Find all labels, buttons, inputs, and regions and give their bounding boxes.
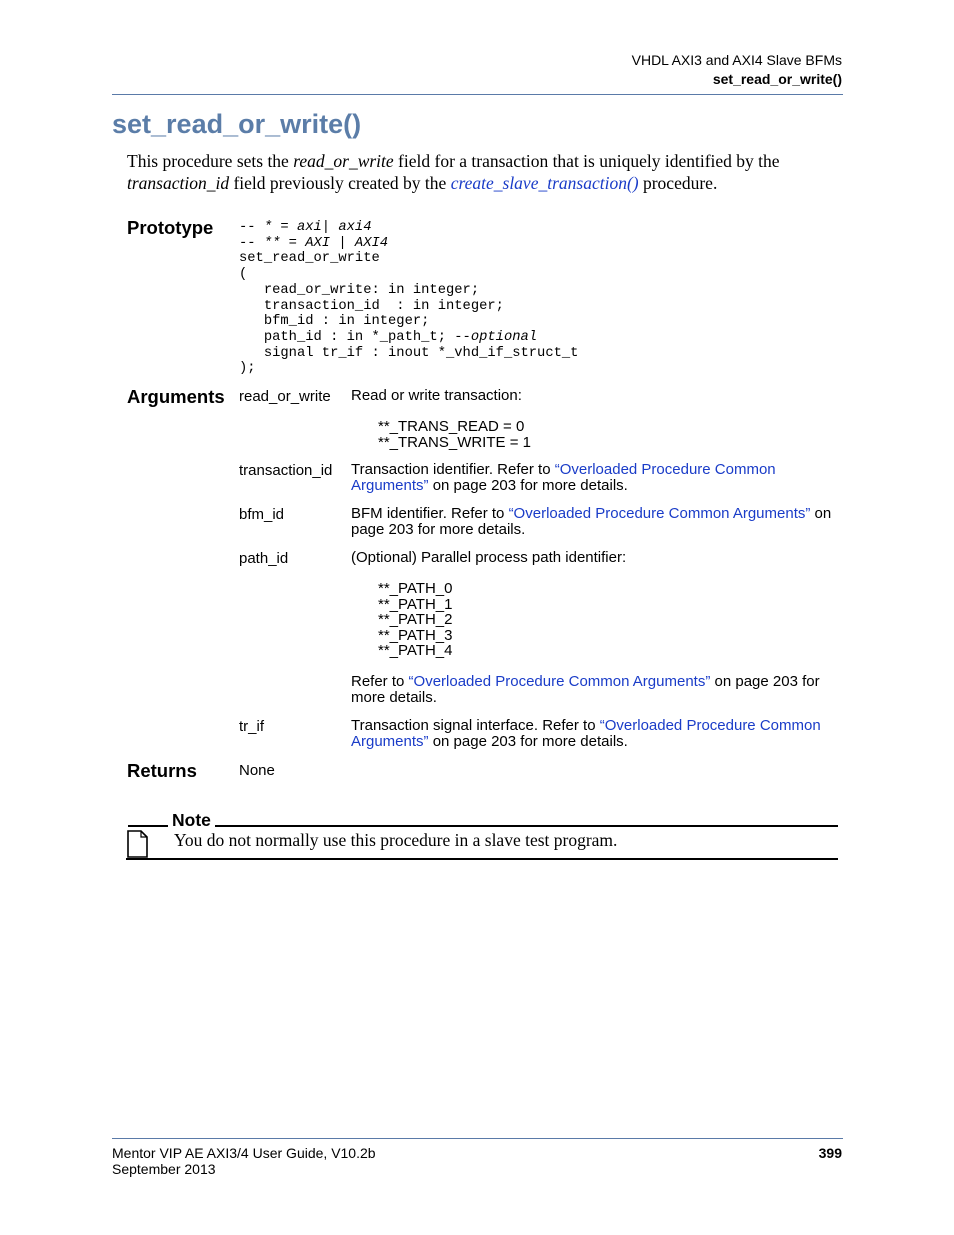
arg-path-id-values: **_PATH_0 **_PATH_1 **_PATH_2 **_PATH_3 **_PATH_4 [378,580,453,660]
arg-tr-if-name: tr_if [239,718,265,735]
returns-heading: Returns [127,760,197,781]
page-title: set_read_or_write() [112,109,362,139]
arg-path-id-refer: Refer to “Overloaded Procedure Common Arguments” on page 203 for more details. [351,673,820,706]
intro-paragraph: This procedure sets the read_or_write field for a transaction that is uniquely identified by the transaction_id field previously created by the create_slave_transaction() procedure. [127,151,780,193]
note-label: Note [172,810,211,830]
arg-read-or-write-name: read_or_write [239,388,331,405]
footer-rule [112,1138,843,1139]
arg-path-id-name: path_id [239,550,289,567]
footer-date: September 2013 [112,1161,216,1177]
overloaded-args-link[interactable]: “Overloaded Procedure Common Arguments” [351,717,821,750]
prototype-code: -- * = axi| axi4 -- ** = AXI | AXI4 set_read_or_write ( read_or_write: in integer; transaction_id : in integer; bfm_id : in integer; path_id : in *_path_t; --optional signal tr_if : inout *_vhd_if_struct_t ); [239,220,579,377]
running-header-chapter: VHDL AXI3 and AXI4 Slave BFMs [631,52,842,68]
note-rule-bottom [126,858,838,860]
arg-transaction-id-desc: Transaction identifier. Refer to “Overloaded Procedure Common Arguments” on page 203 for more details. [351,461,776,494]
arguments-heading: Arguments [127,386,225,407]
arg-read-or-write-desc: Read or write transaction: [351,387,522,404]
arg-bfm-id-desc: BFM identifier. Refer to “Overloaded Procedure Common Arguments” on page 203 for more details. [351,505,832,538]
arg-read-or-write-values: **_TRANS_READ = 0 **_TRANS_WRITE = 1 [378,418,531,451]
note-page-icon [127,830,149,858]
note-rule-left [128,825,168,827]
overloaded-args-link[interactable]: “Overloaded Procedure Common Arguments” [351,461,776,494]
header-rule [112,94,843,95]
overloaded-args-link[interactable]: “Overloaded Procedure Common Arguments” [408,673,711,690]
arg-bfm-id-name: bfm_id [239,506,285,523]
arg-path-id-desc: (Optional) Parallel process path identifier: [351,549,627,566]
overloaded-args-link[interactable]: “Overloaded Procedure Common Arguments” [508,505,811,522]
footer-guide-title: Mentor VIP AE AXI3/4 User Guide, V10.2b [112,1145,376,1161]
arg-tr-if-desc: Transaction signal interface. Refer to “Overloaded Procedure Common Arguments” on page 203 for more details. [351,717,821,750]
running-header-section: set_read_or_write() [712,71,842,87]
create-slave-transaction-link[interactable]: create_slave_transaction() [450,173,639,193]
arg-transaction-id-name: transaction_id [239,462,333,479]
note-rule-top [215,825,838,827]
note-text: You do not normally use this procedure in a slave test program. [174,830,618,850]
returns-value: None [239,762,275,779]
page-number: 399 [818,1145,842,1161]
prototype-heading: Prototype [127,217,214,238]
